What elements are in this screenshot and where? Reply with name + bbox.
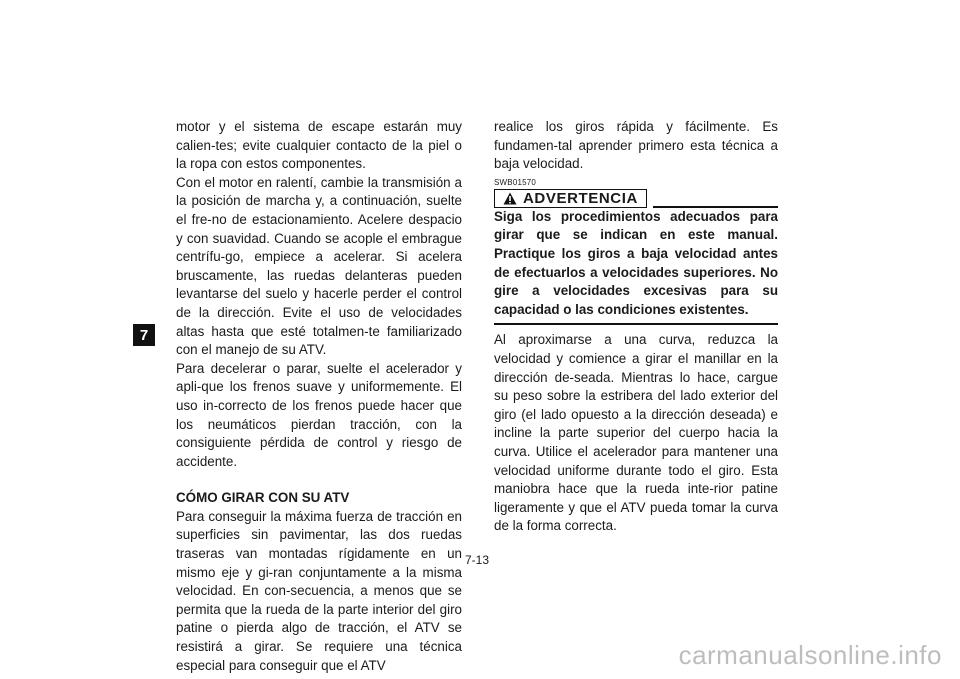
watermark: carmanualsonline.info (678, 640, 942, 670)
warning-label (494, 189, 647, 208)
warning-header (494, 189, 778, 208)
page-number: 7-13 (465, 553, 490, 567)
paragraph: Para conseguir la máxima fuerza de tracción en superficies sin pavimentar, las dos ruedas traseras van montadas rígidamente en un mismo eje y gi-ran conjuntamente a la misma velocidad. En con-secuencia, a menos que se permita que la rueda de la parte interior del giro patine o pierda algo de tracción, el ATV se resistirá a girar. Se requiere una técnica especial para conseguir que el ATV (176, 508, 462, 673)
paragraph: realice los giros rápida y fácilmente. Es fundamen-tal aprender primero esta técnica a baja velocidad. (494, 119, 778, 172)
paragraph: motor y el sistema de escape estarán muy calien-tes; evite cualquier contacto de la piel o la ropa con estos componentes. (176, 119, 462, 172)
warning-triangle-icon (503, 192, 517, 205)
warning-code: SWB01570 (494, 177, 537, 187)
warning-title: ADVERTENCIA (523, 189, 638, 207)
paragraph: Al aproximarse a una curva, reduzca la velocidad y comience a girar el manillar en la dirección de-seada. Mientras lo hace, cargue su peso sobre la estribera del lado exterior del giro (el lado opuesto a la dirección deseada) e incline la parte superior del cuerpo hacia la curva. Utilice el acelerador para mantener una velocidad uniforme durante todo el giro. Esta maniobra hace que la rueda inte-rior patine ligeramente y que el ATV pueda tomar la curva de la forma correcta. (494, 332, 778, 534)
right-column (494, 118, 778, 536)
left-column (176, 118, 462, 675)
chapter-tab: 7 (133, 324, 155, 346)
warning-text: Siga los procedimientos adecuados para girar que se indican en este manual. Practique los giros a baja velocidad antes de efectuarlos a velocidades superiores. No gire a velocidades excesivas para su capacidad o las condiciones existentes. (494, 208, 778, 326)
paragraph: Con el motor en ralentí, cambie la transmisión a la posición de marcha y, a continuación, suelte el fre-no de estacionamiento. Acelere despacio y con suavidad. Cuando se acople el embrague centrífu-go, empiece a acelerar. Si acelera bruscamente, las ruedas delanteras pueden levantarse del suelo y hacerle perder el control de la dirección. Evite el uso de velocidades altas hasta que esté totalmen-te familiarizado con el manejo de su ATV. (176, 174, 462, 358)
section-heading: CÓMO GIRAR CON SU ATV (176, 490, 350, 506)
paragraph: Para decelerar o parar, suelte el acelerador y apli-que los frenos suave y uniformemente. El uso in-correcto de los frenos puede hacer que los neumáticos pierdan tracción, con la consiguiente pérdida de control y riesgo de accidente. (176, 360, 462, 469)
